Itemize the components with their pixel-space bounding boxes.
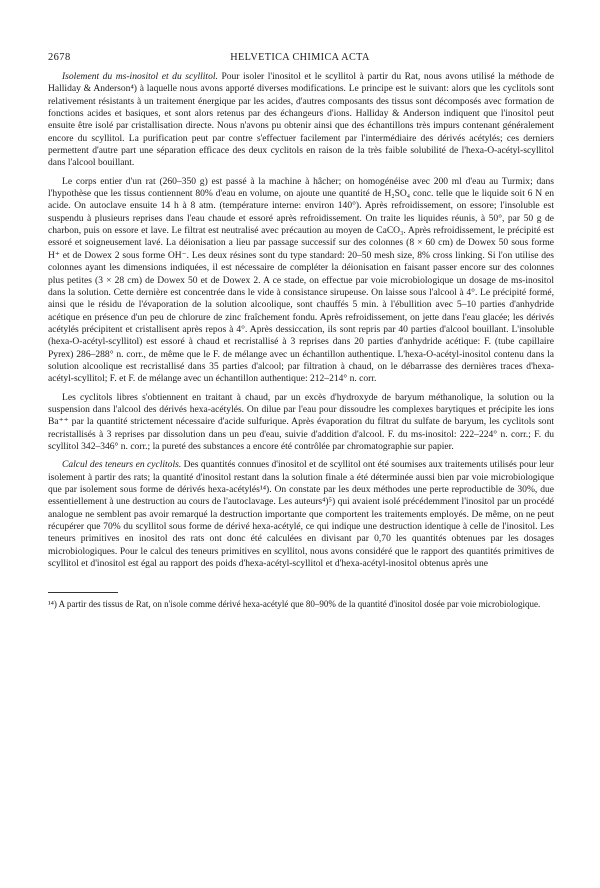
running-header — [48, 52, 554, 63]
paragraph — [48, 459, 554, 570]
paragraph — [48, 71, 554, 170]
body-text — [48, 71, 554, 570]
paragraph-text: Les cyclitols libres s'obtiennent en traitant à chaud, par un excès d'hydroxyde de baryum méthanolique, la solution ou la suspension dans l'alcool des dérivés hexa-acétylés. On dilue par l'eau pour dissoudre les complexes barytiques et précipite les ions Ba⁺⁺ par la quantité strictement nécessaire d'acide sulfurique. Après évaporation du filtrat du sulfate de baryum, les cyclitols sont recristallisés à 3 reprises par dissolution dans un peu d'eau, suivie d'addition d'alcool. F. du ms-inositol: 222–224° n. corr.; F. du scyllitol 342–346° n. corr.; la pureté des substances a encore été contrôlée par chromatographie sur papier. — [48, 391, 554, 452]
page-number: 2678 — [48, 52, 71, 63]
journal-title: HELVETICA CHIMICA ACTA — [230, 52, 370, 63]
paragraph — [48, 392, 554, 454]
paragraph-text: Le corps entier d'un rat (260–350 g) est passé à la machine à hâcher; on homogénéise avec 200 ml d'eau au Turmix; dans l'hypothèse que les tissus contiennent 80% d'eau en volume, on ajoute une quantité de H₂SO₄ conc. telle que le liquide soit 6 N en acide. On autoclave ensuite 14 h à 8 atm. (température interne: environ 140°). Après refroidissement, on essore; l'insoluble est suspendu à plusieurs reprises dans l'eau chaude et essoré après refroidissement. On traite les liquides réunis, à 50°, par 50 g de charbon, puis on essore et lave. Le filtrat est neutralisé avec précaution au moyen de CaCO₃. Après refroidissement, le précipité est essoré et soigneusement lavé. La déionisation a lieu par passage successif sur des colonnes (8 × 60 cm) de Dowex 50 sous forme H⁺ et de Dowex 2 sous forme OH⁻. Les deux résines sont du type standard: 20–50 mesh size, 8% cross linking. Si l'on utilise des colonnes ayant les dimensions indiquées, il est nécessaire de compléter la déionisation en faisant passer encore sur des colonnes plus petites (3 × 28 cm) de Dowex 50 et de Dowex 2. A ce stade, on effectue par voie microbiologique un dosage de ms-inositol dans la solution. Cette dernière est concentrée dans le vide à consistance sirupeuse. On laisse sous l'alcool à 4°. Le précipité formé, ainsi que le résidu de l'évaporation de la solution alcoolique, sont chauffés 5 min. à l'ébullition avec 5–10 parties d'anhydride acétique en présence d'un peu de chlorure de zinc fraîchement fondu. Après refroidissement, on jette dans l'eau glacée; les dérivés acétylés précipitent et cristallisent après repos à 4°. Après dessiccation, ils sont repris par 40 parties d'alcool bouillant. L'insoluble (hexa-O-acétyl-scyllitol) est essoré à chaud et recristallisé à 3 reprises dans 20 parties d'anhydride acétique: F. (tube capillaire Pyrex) 286–288° n. corr., de même que le F. de mélange avec un échantillon authentique. L'hexa-O-acétyl-inositol contenu dans la solution alcoolique est recristallisé dans 35 parties d'alcool; par filtration à chaud, on le débarrasse des dernières traces d'hexa-acétyl-scyllitol; F. et F. de mélange avec un échantillon authentique: 212–214° n. corr. — [48, 175, 554, 385]
paragraph-text: Des quantités connues d'inositol et de scyllitol ont été soumises aux traitements utilisés pour leur isolement à partir des rats; la quantité d'inositol restant dans la solution finale a été déterminée aussi bien par voie microbiologique que par isolement sous forme de dérivés hexa-acétylés¹⁴). On constate par les deux méthodes une perte reproductible de 30%, due essentiellement à une destruction au cours de l'autoclavage. Les auteurs⁴)⁵) qui avaient isolé précédemment l'inositol par un procédé analogue ne semblent pas avoir remarqué la destruction importante que comportent les traitements employés. De même, on ne peut récupérer que 70% du scyllitol sous forme de dérivé hexa-acétylé, ce qui indique une destruction identique à celle de l'inositol. Les teneurs primitives en inositol des rats ont donc été calculées en divisant par 0,70 les quantités obtenues par les dosages microbiologiques. Pour le calcul des teneurs primitives en scyllitol, nous avons considéré que le rapport des quantités primitives de scyllitol et d'inositol est égal au rapport des poids d'hexa-acétyl-scyllitol et d'hexa-acétyl-inositol obtenus après une — [48, 459, 554, 570]
section-lead: Isolement du ms-inositol et du scyllitol. — [62, 71, 218, 82]
footnote-divider — [48, 592, 118, 593]
paragraph — [48, 176, 554, 386]
paragraph-text: Pour isoler l'inositol et le scyllitol à partir du Rat, nous avons utilisé la méthode de Halliday & Anderson⁴) à laquelle nous avons apporté diverses modifications. Le principe est le suivant: alors que les cyclitols sont relativement résistants à un traitement énergique par les acides, d'autres composants des tissus sont décomposés avec formation de fonctions acides et basiques, et sont alors retenus par des échangeurs d'ions. Halliday & Anderson indiquent que l'inositol peut ensuite être isolé par cristallisation directe. Nous n'avons pu obtenir ainsi que des échantillons très impurs contenant généralement encore du scyllitol. La purification peut par contre s'effectuer facilement par l'intermédiaire des dérivés acétylés; ces derniers permettent d'autre part une séparation efficace des deux cyclitols en raison de la très faible solubilité de l'hexa-O-acétyl-scyllitol dans l'alcool bouillant. — [48, 71, 554, 169]
footnote: ¹⁴) A partir des tissus de Rat, on n'isole comme dérivé hexa-acétylé que 80–90% de la quantité d'inositol dosée par voie microbiologique. — [48, 599, 541, 610]
section-lead: Calcul des teneurs en cyclitols. — [62, 459, 182, 471]
